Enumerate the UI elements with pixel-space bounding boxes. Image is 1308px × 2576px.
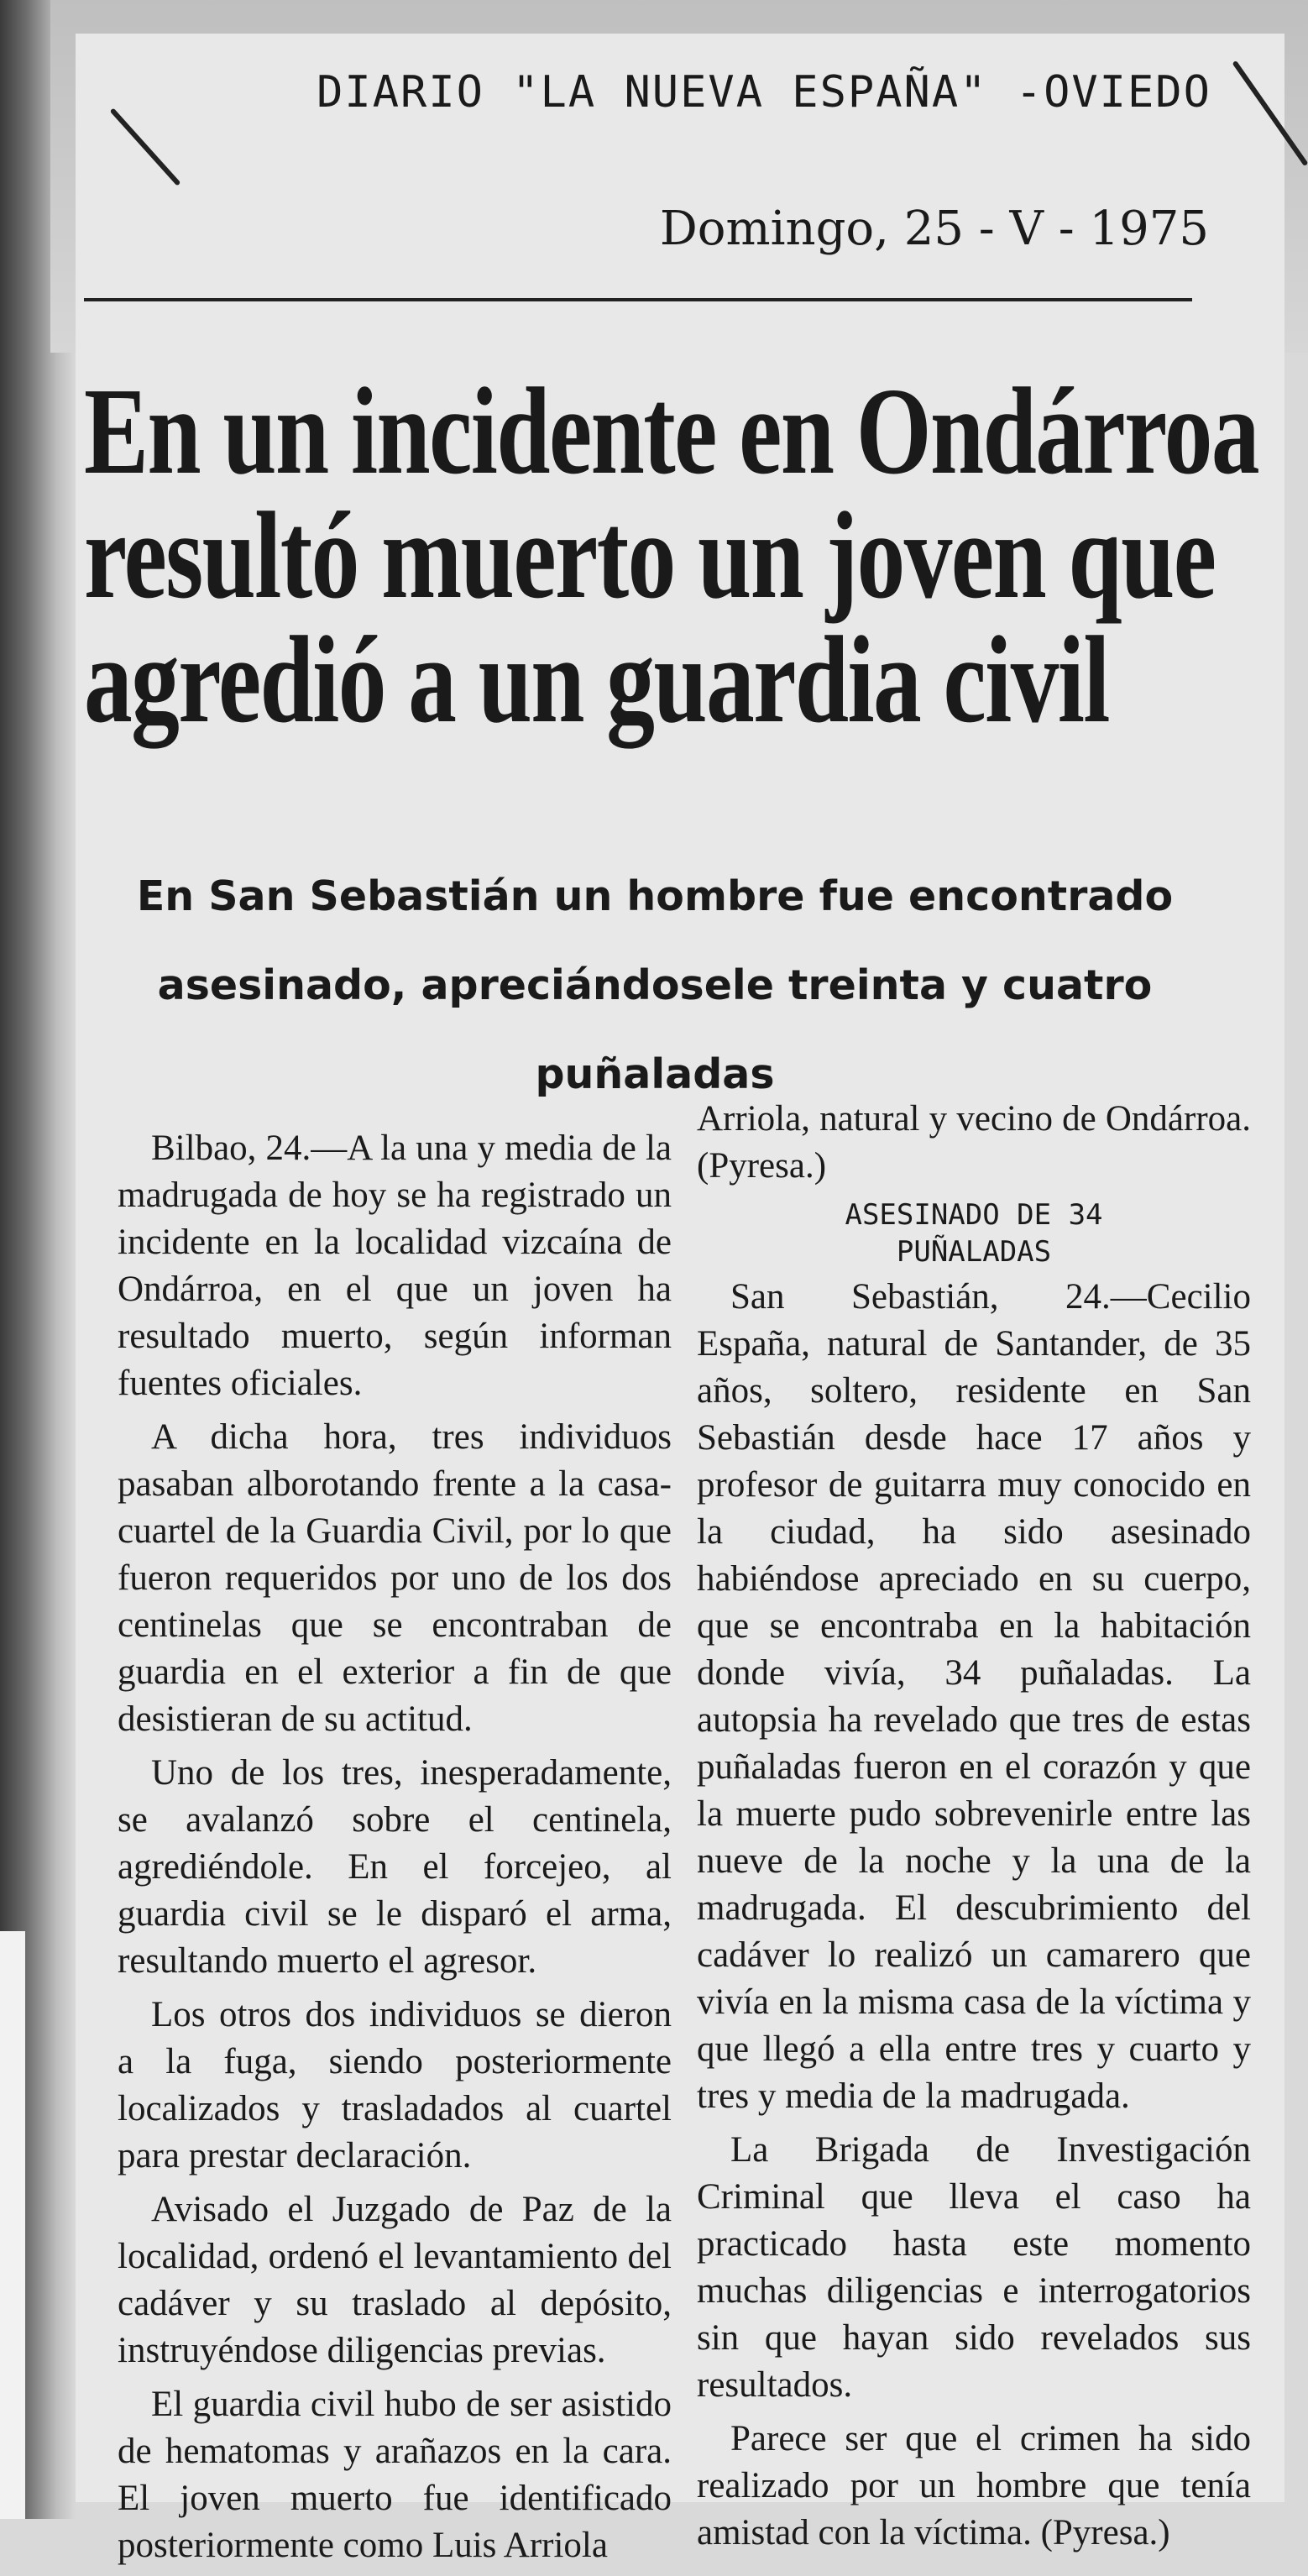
article-column-1 (118, 1125, 672, 2576)
header-rule (84, 298, 1192, 301)
subheadline-line: asesinado, apreciándosele treinta y cuatro (157, 961, 1153, 1009)
paragraph: El guardia civil hubo de ser asistido de hematomas y arañazos en la cara. El joven muerto fue identificado posteriormente como Luis Arriola (118, 2385, 672, 2565)
headline (84, 363, 1259, 749)
newspaper-source: DIARIO "LA NUEVA ESPAÑA" -OVIEDO (317, 67, 1211, 118)
headline-line: agredió a un guardia civil (84, 611, 1109, 749)
paragraph-continuation: Arriola, natural y vecino de Ondárroa. (Pyresa.) (697, 1099, 1251, 1186)
subheadline-line: puñaladas (535, 1050, 775, 1098)
headline-line: En un incidente en Ondárroa (84, 363, 1259, 500)
paragraph: Avisado el Juzgado de Paz de la localidad, ordenó el levantamiento del cadáver y su traslado al depósito, instruyéndose diligencias previas. (118, 2190, 672, 2370)
paragraph: Bilbao, 24.—A la una y media de la madrugada de hoy se ha registrado un incidente en la localidad vizcaína de Ondárroa, en el que un joven ha resultado muerto, según informan fuentes oficiales. (118, 1128, 672, 1403)
headline-line: resultó muerto un joven que (84, 487, 1216, 625)
section-heading (697, 1196, 1251, 1270)
paragraph: La Brigada de Investigación Criminal que lleva el caso ha practicado hasta este momento muchas diligencias e interrogatorios sin que hayan sido revelados sus resultados. (697, 2130, 1251, 2405)
paragraph: Parece ser que el crimen ha sido realizado por un hombre que tenía amistad con la víctima. (Pyresa.) (697, 2419, 1251, 2552)
paragraph: Los otros dos individuos se dieron a la fuga, siendo posteriormente localizados y trasladados al cuartel para prestar declaración. (118, 1995, 672, 2175)
subheadline-line: En San Sebastián un hombre fue encontrado (136, 872, 1174, 920)
section-heading-line: PUÑALADAS (896, 1235, 1052, 1269)
paragraph: A dicha hora, tres individuos pasaban alborotando frente a la casa-cuartel de la Guardia Civil, por lo que fueron requeridos por uno de los dos centinelas que se encontraban de guardia en el exterior a fin de que desistieran de su actitud. (118, 1417, 672, 1739)
adjacent-page-strip (0, 1931, 25, 2519)
paragraph: San Sebastián, 24.—Cecilio España, natural de Santander, de 35 años, soltero, residente en San Sebastián desde hace 17 años y profesor de guitarra muy conocido en la ciudad, ha sido asesinado habiéndose apreciado en su cuerpo, que se encontraba en la habitación donde vivía, 34 puñaladas. La autopsia ha revelado que tres de estas puñaladas fueron en el corazón y que la muerte pudo sobrevenirle entre las nueve de la noche y la una de la madrugada. El descubrimiento del cadáver lo realizó un camarero que vivía en la misma casa de la víctima y que llegó a ella entre tres y cuarto y tres y media de la madrugada. (697, 1277, 1251, 2116)
publication-date: Domingo, 25 - V - 1975 (659, 202, 1209, 256)
section-heading-line: ASESINADO DE 34 (845, 1198, 1103, 1232)
paragraph: Uno de los tres, inesperadamente, se avalanzó sobre el centinela, agrediéndole. En el forcejeo, al guardia civil se le disparó el arma, resultando muerto el agresor. (118, 1753, 672, 1981)
article-column-2 (697, 1096, 1251, 2563)
subheadline (109, 852, 1201, 1119)
